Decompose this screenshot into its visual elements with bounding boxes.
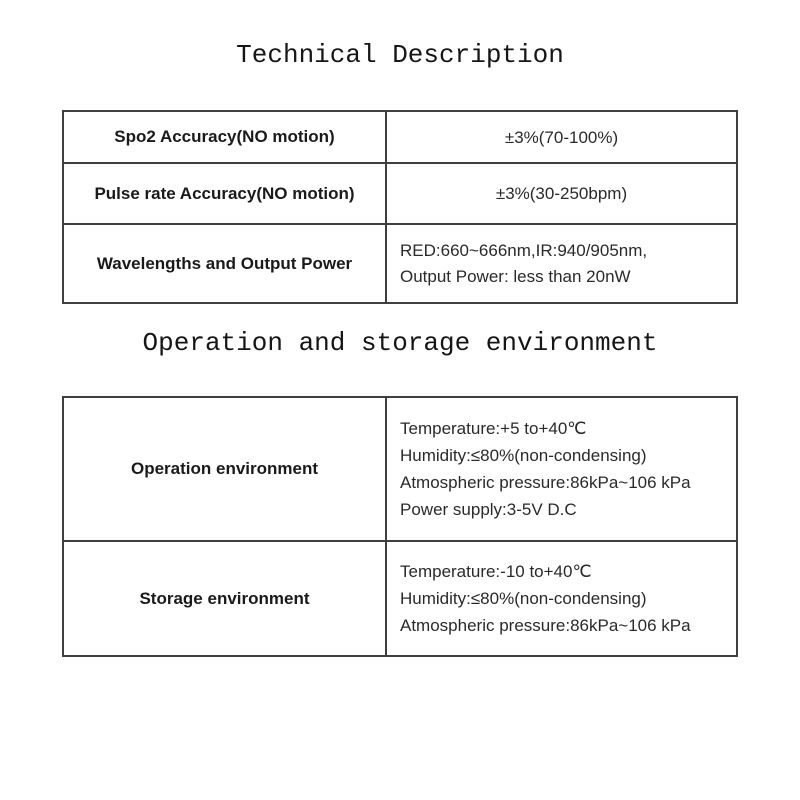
spec-label-storage-environment: Storage environment bbox=[64, 542, 387, 655]
environment-table bbox=[62, 396, 738, 657]
spec-label-operation-environment: Operation environment bbox=[64, 398, 387, 540]
spec-value-line: Temperature:+5 to+40℃ bbox=[400, 419, 587, 438]
spec-value-spo2-accuracy bbox=[387, 112, 736, 162]
spec-value-line: ±3%(70-100%) bbox=[504, 127, 619, 147]
spec-value-wavelengths-output-power bbox=[387, 225, 736, 302]
spec-value-line: Output Power: less than 20nW bbox=[400, 266, 631, 286]
spec-value-line: Humidity:≤80%(non-condensing) bbox=[400, 446, 647, 465]
spec-label-pulse-rate-accuracy: Pulse rate Accuracy(NO motion) bbox=[64, 164, 387, 223]
spec-value-operation-environment bbox=[387, 398, 736, 540]
table-row bbox=[64, 112, 736, 162]
table-row bbox=[64, 540, 736, 655]
spec-value-line: Atmospheric pressure:86kPa~106 kPa bbox=[400, 473, 691, 492]
technical-description-table bbox=[62, 110, 738, 304]
spec-label-spo2-accuracy: Spo2 Accuracy(NO motion) bbox=[64, 112, 387, 162]
spec-label-wavelengths-output-power: Wavelengths and Output Power bbox=[64, 225, 387, 302]
table-row bbox=[64, 162, 736, 223]
spec-value-line: Humidity:≤80%(non-condensing) bbox=[400, 589, 647, 608]
section-title-operation-storage-environment: Operation and storage environment bbox=[142, 328, 658, 358]
spec-value-line: RED:660~666nm,IR:940/905nm, bbox=[400, 240, 648, 260]
spec-value-pulse-rate-accuracy bbox=[387, 164, 736, 223]
table-row bbox=[64, 223, 736, 302]
spec-value-line: Temperature:-10 to+40℃ bbox=[400, 562, 592, 581]
section-title-technical-description: Technical Description bbox=[236, 40, 564, 70]
spec-value-line: ±3%(30-250bpm) bbox=[495, 184, 628, 203]
spec-value-line: Atmospheric pressure:86kPa~106 kPa bbox=[400, 616, 691, 635]
spec-value-storage-environment bbox=[387, 542, 736, 655]
table-row bbox=[64, 398, 736, 540]
spec-value-line: Power supply:3-5V D.C bbox=[400, 500, 577, 519]
